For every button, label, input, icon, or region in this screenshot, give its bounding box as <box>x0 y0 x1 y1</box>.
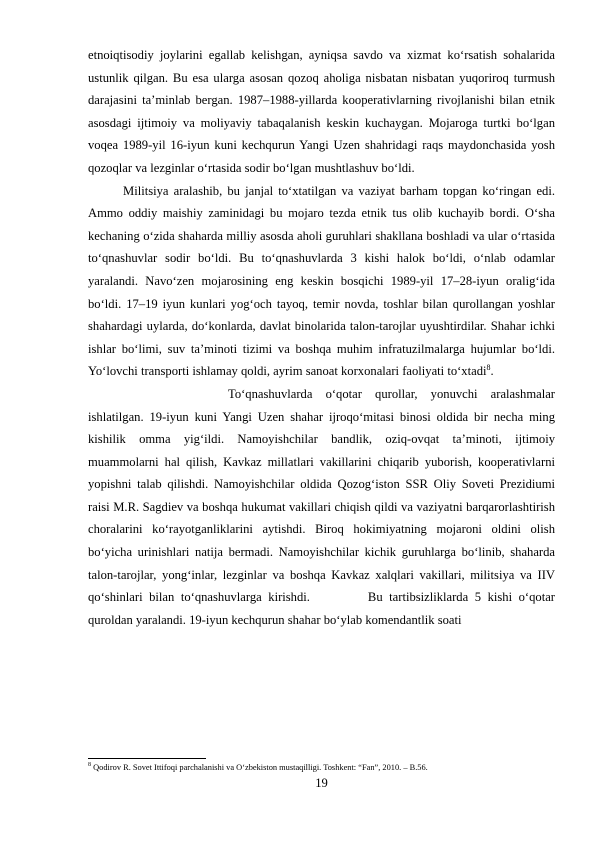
paragraph-2-end: . <box>490 364 494 379</box>
footnote-separator <box>88 758 206 759</box>
paragraph-3 <box>88 383 555 632</box>
footnote-number: 8 <box>88 762 91 769</box>
body-text <box>88 44 555 631</box>
footnote-text: Qodirov R. Sovet Ittifoqi parchalanishi va O‘zbekiston mustaqilligi. Toshkent: “Fan”, 2010. – B.56. <box>91 763 428 772</box>
paragraph-3-continuation: Bu tartibsizliklarda 5 kishi o‘qotar quroldan yaralandi. 19-iyun kechqurun shahar bo‘ylab komendantlik soati <box>88 590 555 627</box>
paragraph-1 <box>88 44 555 180</box>
paragraph-3-text: To‘qnashuvlarda o‘qotar qurollar, yonuvchi aralashmalar ishlatilgan. 19-iyun kuni Yangi Uzen shahar ijroqo‘mitasi binosi oldida bir necha ming kishilik omma yig‘ildi. Namoyishchilar bandlik, oziq-ovqat ta’minoti, ijtimoiy muammolarni hal qilish, Kavkaz millatlari vakillarini chiqarib yuborish, kooperativlarni yopishni talab qilishdi. Namoyishchilar oldida Qozog‘iston SSR Oliy Soveti Prezidiumi raisi M.R. Sagdiev va boshqa hukumat vakillari chiqish qildi va vaziyatni barqarorlashtirish choralarini ko‘rayotganliklarini aytishdi. Biroq hokimiyatning mojaroni oldini olish bo‘yicha urinishlari natija bermadi. Namoyishchilar kichik guruhlarga bo‘linib, shaharda talon-tarojlar, yong‘inlar, lezginlar va boshqa Kavkaz xalqlari vakillari, militsiya va IIV qo‘shinlari bilan to‘qnashuvlarga kirishdi. <box>88 386 555 605</box>
paragraph-2 <box>88 180 555 383</box>
paragraph-2-text: Militsiya aralashib, bu janjal to‘xtatilgan va vaziyat barham topgan ko‘ringan edi. Ammo oddiy maishiy zaminidagi bu mojaro tezda etnik tus olib kuchayib bordi. O‘sha kechaning o‘zida shaharda milliy asosda aholi guruhlari shakllana boshladi va ular o‘rtasida to‘qnashuvlar sodir bo‘ldi. Bu to‘qnashuvlarda 3 kishi halok bo‘ldi, o‘nlab odamlar yaralandi. Navo‘zen mojarosining eng keskin bosqichi 1989-yil 17–28-iyun oralig‘ida bo‘ldi. 17–19 iyun kunlari yog‘och tayoq, temir novda, toshlar bilan qurollangan yoshlar shahardagi uylarda, do‘konlarda, davlat binolarida talon-tarojlar uyushtirdilar. Shahar ichki ishlar bo‘limi, suv ta’minoti tizimi va boshqa muhim infratuzilmalarga hujumlar bo‘ldi. Yo‘lovchi transporti ishlamay qoldi, ayrim sanoat korxonalari faoliyati to‘xtadi <box>88 183 555 379</box>
footnote-reference: 8 <box>486 363 491 373</box>
paragraph-1-text: etnoiqtisodiy joylarini egallab kelishgan, ayniqsa savdo va xizmat ko‘rsatish sohalarida ustunlik qilgan. Bu esa ularga asosan qozoq aholiga nisbatan nisbatan yuqoriroq turmush darajasini ta’minlab bergan. 1987–1988-yillarda kooperativlarning rivojlanishi bilan etnik asosdagi ijtimoiy va moliyaviy tabaqalanish keskin kuchaygan. Mojaroga turtki bo‘lgan voqea 1989-yil 16-iyun kuni kechqurun Yangi Uzen shahridagi raqs maydonchasida yosh qozoqlar va lezginlar o‘rtasida sodir bo‘lgan mushtlashuv bo‘ldi. <box>88 48 555 175</box>
footnote <box>88 762 555 773</box>
page-number: 19 <box>315 776 328 790</box>
